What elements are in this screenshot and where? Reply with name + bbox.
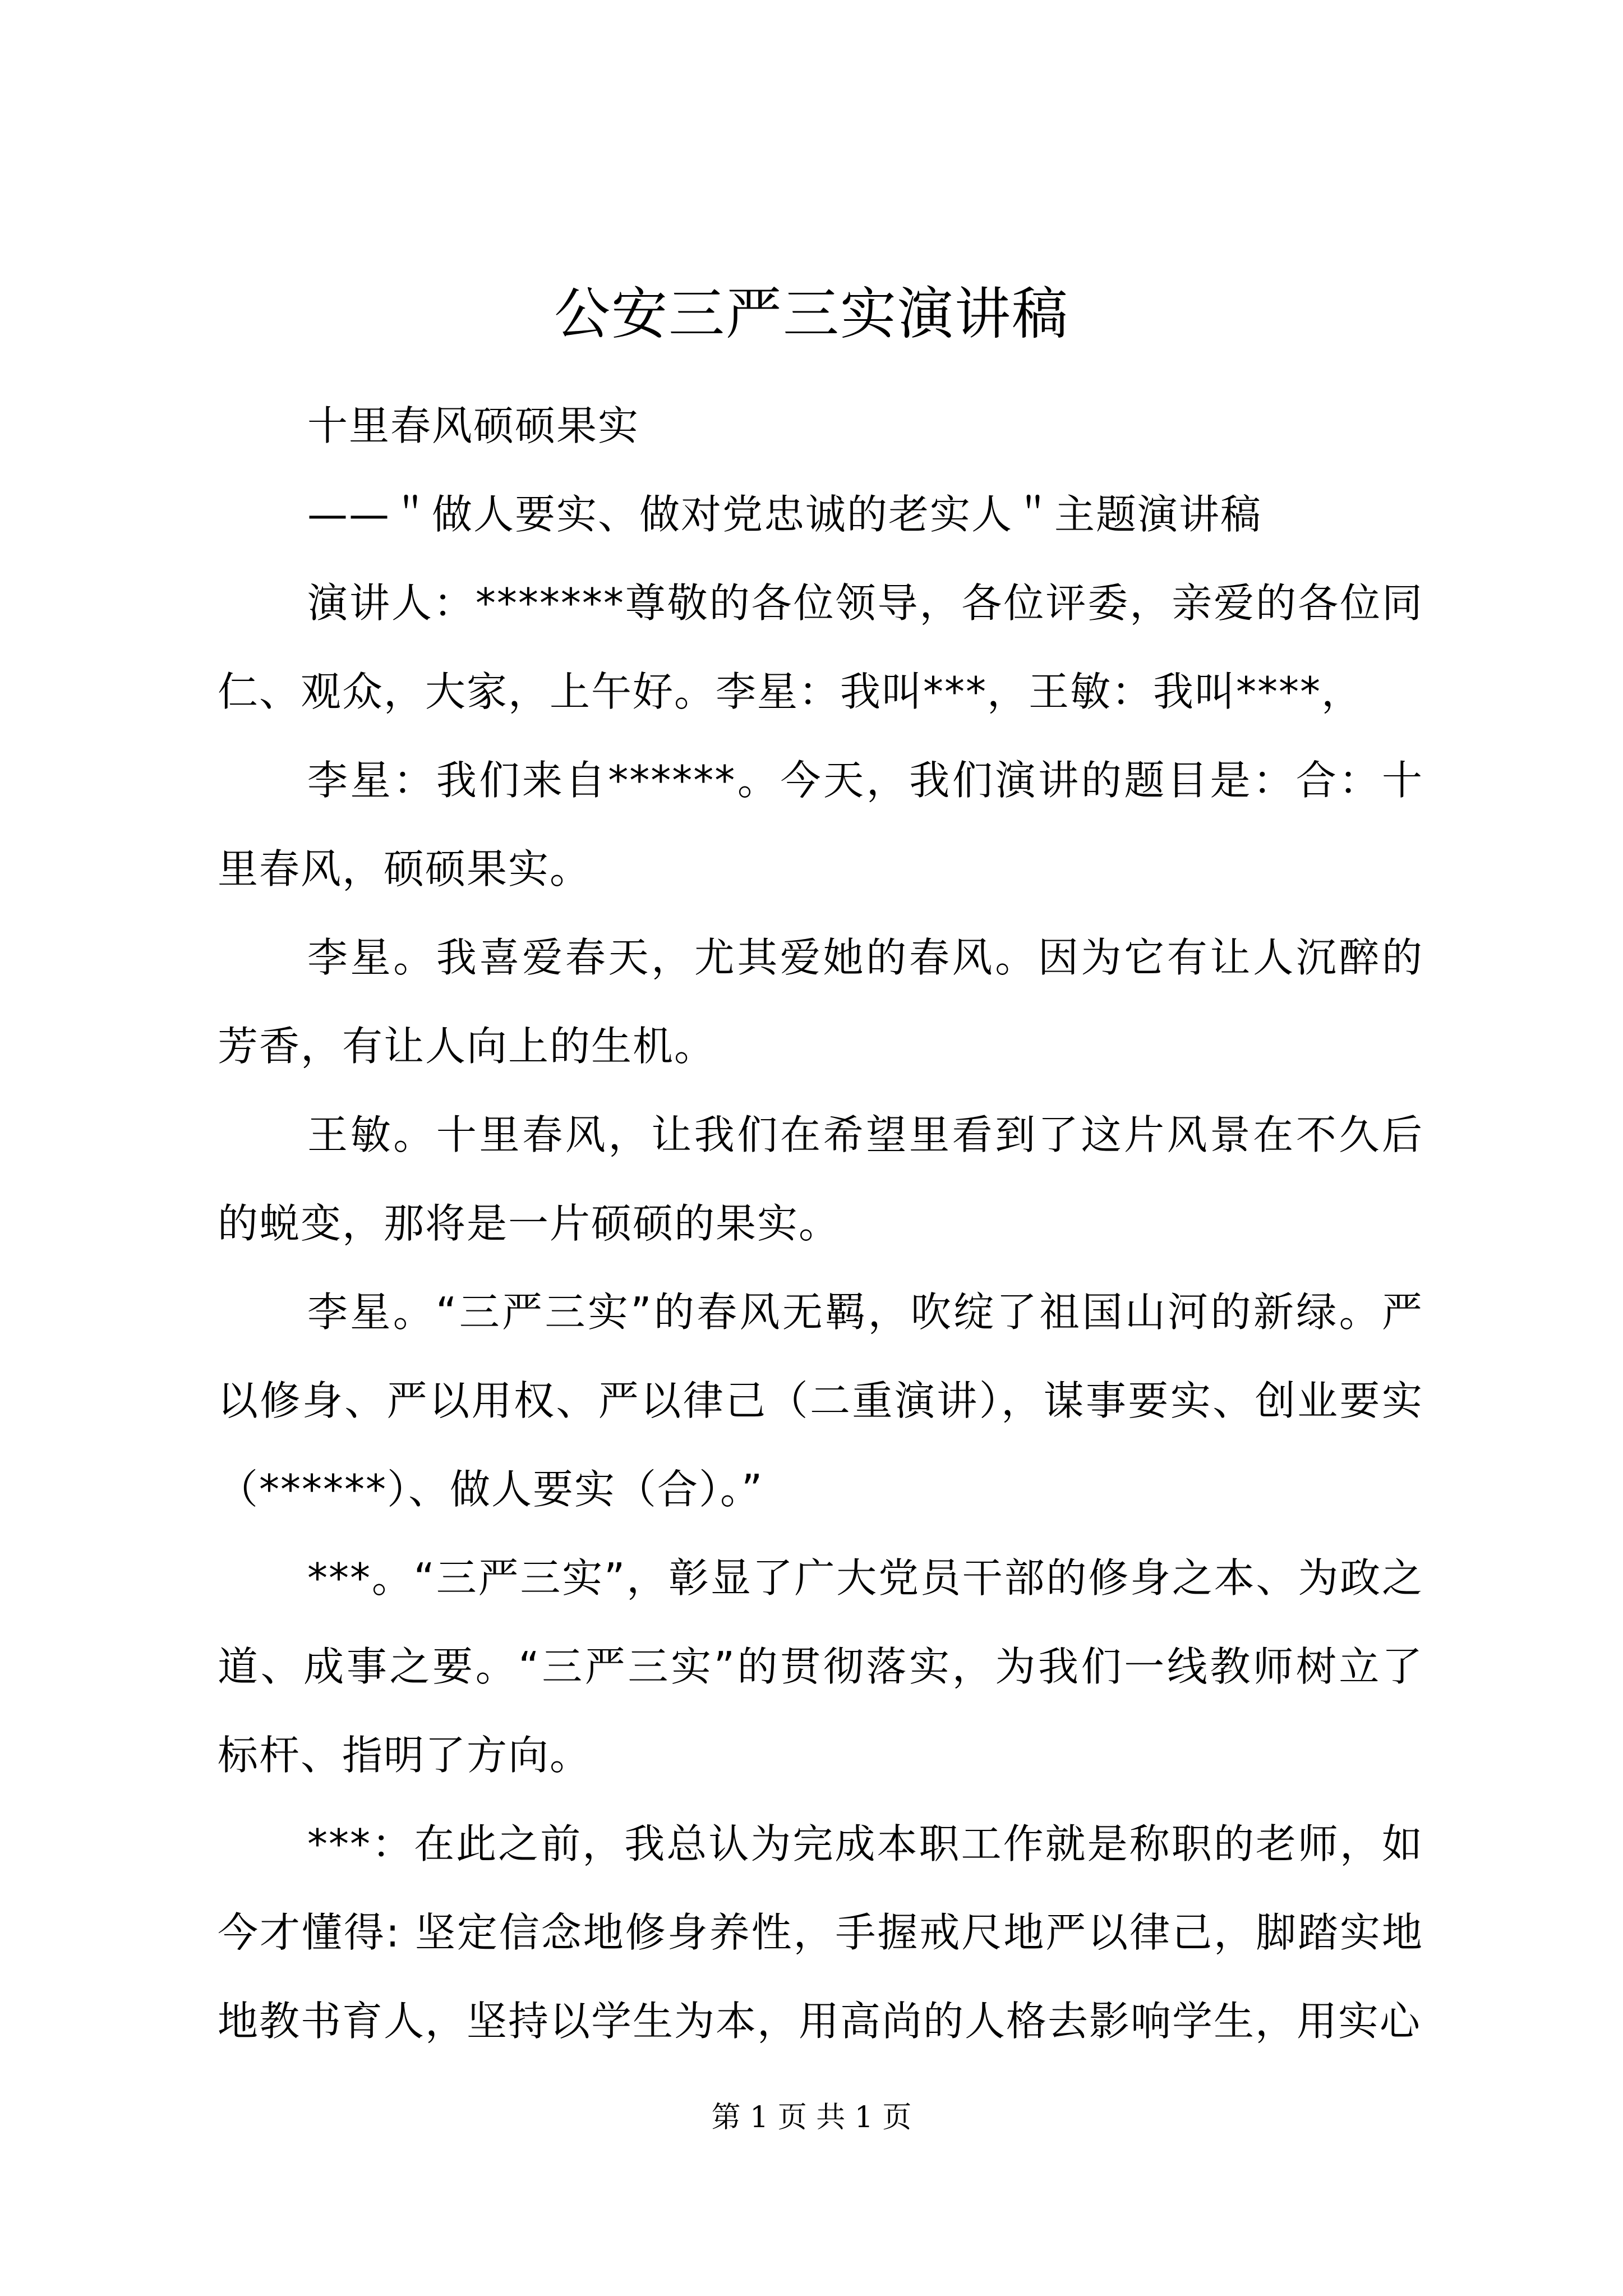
page-footer: 第 1 页 共 1 页: [711, 2101, 912, 2134]
paragraph: 李星。“三严三实”的春风无羁，吹绽了祖国山河的新绿。严以修身、严以用权、严以律己（二重演讲），谋事要实、创业要实（******）、做人要实（合）。”: [218, 1289, 1423, 1513]
paragraph: 王敏。十里春风，让我们在希望里看到了这片风景在不久后的蜕变，那将是一片硕硕的果实。: [218, 1111, 1423, 1247]
document-title: 公安三严三实演讲稿: [554, 281, 1069, 347]
paragraph: ***。“三严三实”，彰显了广大党员干部的修身之本、为政之道、成事之要。“三严三实”的贯彻落实，为我们一线教师树立了标杆、指明了方向。: [218, 1554, 1423, 1779]
paragraph: 李星：我们来自******。今天，我们演讲的题目是：合：十里春风，硕硕果实。: [218, 757, 1423, 892]
paragraph: ***：在此之前，我总认为完成本职工作就是称职的老师，如今才懂得: 坚定信念地修身养性，手握戒尺地严以律己，脚踏实地地教书育人，坚持以学生为本，用高尚的人格去影响学生，用实心: [218, 1820, 1423, 2045]
paragraph: 演讲人：*******尊敬的各位领导，各位评委，亲爱的各位同仁、观众，大家，上午好。李星：我叫***，王敏：我叫****，: [218, 579, 1423, 715]
document-body: [218, 381, 1423, 2065]
paragraph-subtitle: 十里春风硕硕果实: [307, 402, 640, 449]
paragraph-theme: ——＂做人要实、做对党忠诚的老实人＂主题演讲稿: [307, 491, 1262, 538]
paragraph: 李星。我喜爱春天，尤其爱她的春风。因为它有让人沉醉的芳香，有让人向上的生机。: [218, 934, 1423, 1070]
